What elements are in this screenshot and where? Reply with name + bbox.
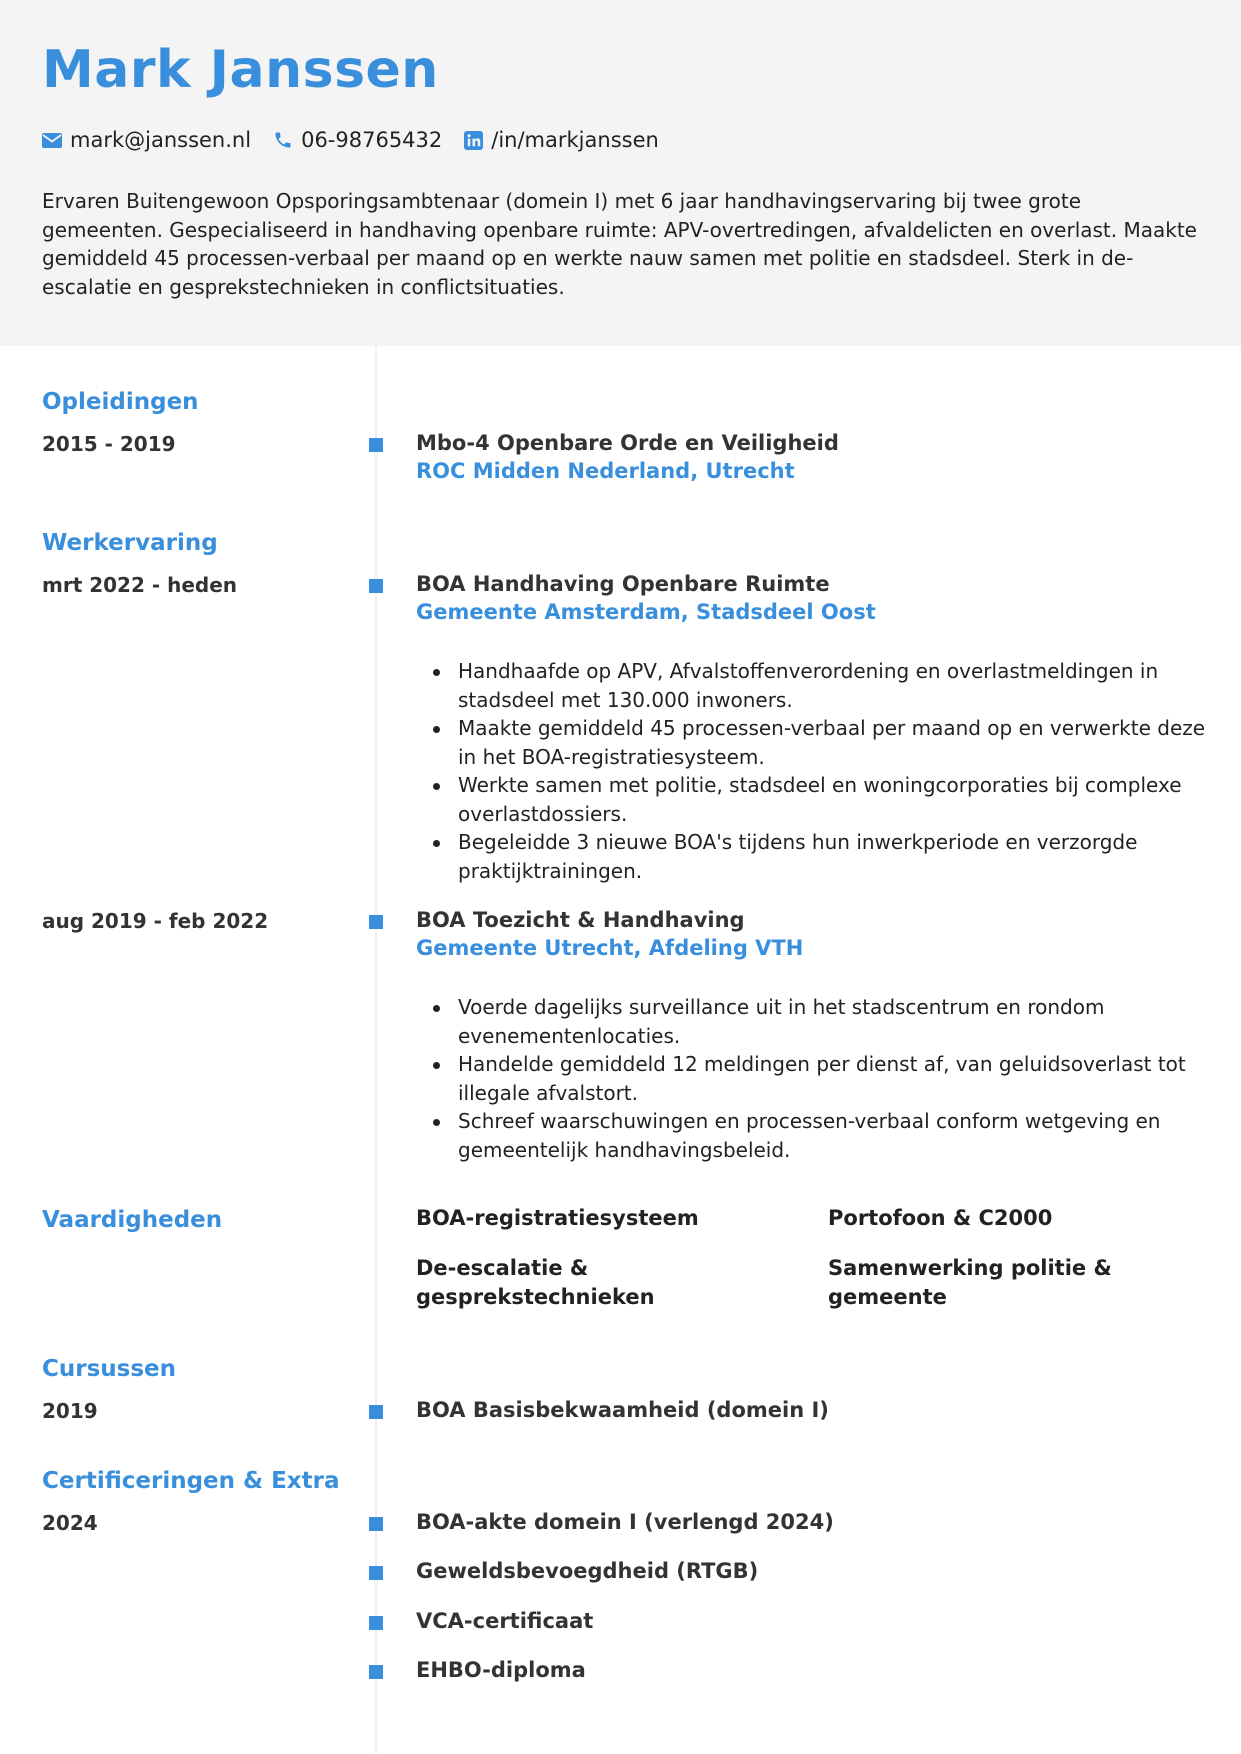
job-employer: Gemeente Utrecht, Afdeling VTH: [416, 936, 804, 960]
course-title: BOA Basisbekwaamheid (domein I): [416, 1398, 829, 1422]
phone-text: 06-98765432: [301, 128, 443, 152]
timeline-marker: [369, 1405, 383, 1419]
contact-linkedin[interactable]: [464, 128, 659, 152]
skill-item: BOA-registratiesysteem: [416, 1206, 699, 1230]
certification-item: BOA-akte domein I (verlengd 2024): [416, 1510, 834, 1534]
contact-phone[interactable]: [273, 128, 442, 152]
timeline-marker: [369, 1517, 383, 1531]
list-item: Maakte gemiddeld 45 processen-verbaal per maand op en verwerkte deze in het BOA-registratiesysteem.: [416, 714, 1206, 771]
envelope-icon: [42, 133, 62, 148]
section-title-experience: Werkervaring: [42, 530, 218, 556]
timeline-marker: [369, 438, 383, 452]
resume-header: [0, 0, 1241, 346]
job-employer: Gemeente Amsterdam, Stadsdeel Oost: [416, 600, 876, 624]
certification-item: Geweldsbevoegdheid (RTGB): [416, 1559, 759, 1583]
timeline-marker: [369, 915, 383, 929]
skill-item: Portofoon & C2000: [828, 1206, 1053, 1230]
job-date: mrt 2022 - heden: [42, 573, 238, 597]
job-bullets: [416, 657, 1206, 885]
list-item: Werkte samen met politie, stadsdeel en woningcorporaties bij complexe overlastdossiers.: [416, 771, 1206, 828]
job-date: aug 2019 - feb 2022: [42, 909, 269, 933]
linkedin-text: /in/markjanssen: [491, 128, 659, 152]
timeline-marker: [369, 579, 383, 593]
job-title: BOA Handhaving Openbare Ruimte: [416, 572, 830, 596]
education-title: Mbo-4 Openbare Orde en Veiligheid: [416, 431, 839, 455]
contact-row: [42, 128, 681, 152]
job-bullets: [416, 993, 1206, 1164]
skill-item: De-escalatie & gesprekstechnieken: [416, 1256, 655, 1309]
certification-item: VCA-certificaat: [416, 1609, 594, 1633]
certification-date: 2024: [42, 1511, 98, 1535]
list-item: Schreef waarschuwingen en processen-verbaal conform wetgeving en gemeentelijk handhavingsbeleid.: [416, 1107, 1206, 1164]
contact-email[interactable]: [42, 128, 251, 152]
phone-icon: [273, 130, 293, 150]
education-school: ROC Midden Nederland, Utrecht: [416, 459, 795, 483]
profile-summary: Ervaren Buitengewoon Opsporingsambtenaar (domein I) met 6 jaar handhavingservaring bij twee grote gemeenten. Gespecialiseerd in handhaving openbare ruimte: APV-overtredingen, afvaldelicten en overlast. Maakte gemiddeld 45 processen-verbaal per maand op en werkte nauw samen met politie en stadsdeel. Sterk in de-escalatie en gesprekstechnieken in conflictsituaties.: [42, 189, 1197, 299]
course-date: 2019: [42, 1399, 98, 1423]
section-title-education: Opleidingen: [42, 389, 199, 415]
timeline-marker: [369, 1616, 383, 1630]
list-item: Begeleidde 3 nieuwe BOA's tijdens hun inwerkperiode en verzorgde praktijktrainingen.: [416, 828, 1206, 885]
timeline-marker: [369, 1566, 383, 1580]
section-title-certifications: Certificeringen & Extra: [42, 1468, 340, 1494]
linkedin-icon: [464, 131, 483, 150]
list-item: Handelde gemiddeld 12 meldingen per dienst af, van geluidsoverlast tot illegale afvalstort.: [416, 1050, 1206, 1107]
timeline-marker: [369, 1665, 383, 1679]
timeline-divider: [375, 346, 377, 1754]
section-title-courses: Cursussen: [42, 1356, 177, 1382]
job-title: BOA Toezicht & Handhaving: [416, 908, 745, 932]
education-date: 2015 - 2019: [42, 432, 176, 456]
list-item: Handhaafde op APV, Afvalstoffenverordening en overlastmeldingen in stadsdeel met 130.000 inwoners.: [416, 657, 1206, 714]
email-text: mark@janssen.nl: [70, 128, 252, 152]
skill-item: Samenwerking politie & gemeente: [828, 1256, 1112, 1309]
candidate-name: Mark Janssen: [42, 40, 439, 100]
section-title-skills: Vaardigheden: [42, 1207, 223, 1233]
list-item: Voerde dagelijks surveillance uit in het stadscentrum en rondom evenementenlocaties.: [416, 993, 1206, 1050]
certification-item: EHBO-diploma: [416, 1658, 586, 1682]
